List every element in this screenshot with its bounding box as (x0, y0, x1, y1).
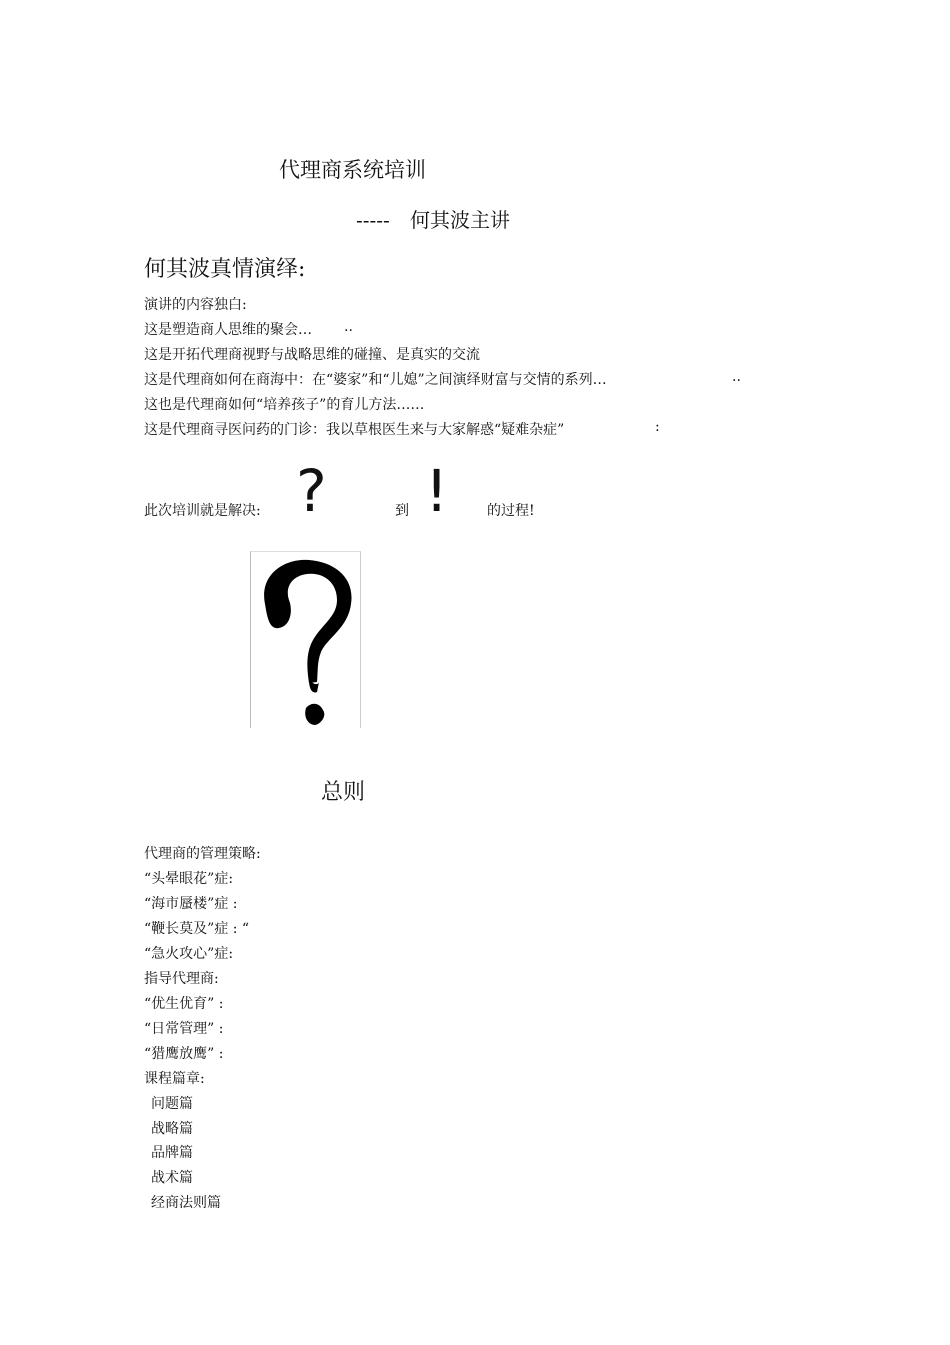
document-title: 代理商系统培训 (279, 158, 426, 182)
chapter-item: 战术篇 (151, 1170, 193, 1186)
process-text: 的过程! (487, 503, 535, 519)
chapter-item: 战略篇 (151, 1121, 193, 1137)
guide-item: “日常管理” : (144, 1021, 224, 1037)
symptom-item: “头晕眼花”症: (144, 871, 234, 887)
intro-line: 这是代理商寻医问药的门诊：我以草根医生来与大家解惑“疑难杂症” (144, 422, 565, 438)
subtitle-dash: ----- (356, 208, 390, 232)
course-label: 课程篇章: (144, 1071, 205, 1087)
document-subtitle (356, 204, 510, 233)
solve-label: 此次培训就是解决: (144, 503, 261, 519)
symptom-item: “鞭长莫及”症 : “ (144, 921, 250, 937)
intro-line: 这是塑造商人思维的聚会… (144, 322, 312, 338)
chapter-item: 经商法则篇 (151, 1195, 221, 1211)
exclamation-mark: ! (425, 457, 449, 525)
guide-item: “优生优育” : (144, 996, 224, 1012)
guide-label: 指导代理商: (144, 971, 219, 987)
chapter-item: 品牌篇 (151, 1145, 193, 1161)
section-heading: 何其波真情演绎: (144, 257, 306, 282)
intro-line-tail: : (655, 419, 660, 435)
symptom-item: “海市蜃楼”症 : (144, 896, 238, 912)
intro-line: 这是开拓代理商视野与战略思维的碰撞、是真实的交流 (144, 347, 480, 363)
section-title: 总则 (321, 780, 366, 805)
to-word: 到 (395, 503, 409, 519)
chapter-item: 问题篇 (151, 1096, 193, 1112)
symptom-item: “急火攻心”症: (144, 946, 234, 962)
question-mark: ? (296, 457, 327, 525)
intro-line-tail: .. (732, 369, 741, 385)
intro-line-tail: .. (344, 319, 353, 335)
calligraphy-question-mark-icon (251, 552, 360, 728)
intro-line: 这也是代理商如何“培养孩子”的育儿方法…… (144, 397, 425, 413)
strategy-label: 代理商的管理策略: (144, 846, 261, 862)
intro-line: 这是代理商如何在商海中：在“婆家”和“儿媳”之间演绎财富与交情的系列… (144, 372, 607, 388)
calligraphy-question-mark-icon (250, 551, 361, 728)
intro-label: 演讲的内容独白: (144, 297, 247, 313)
guide-item: “猎鹰放鹰” : (144, 1046, 224, 1062)
subtitle-author: 何其波主讲 (410, 208, 510, 232)
